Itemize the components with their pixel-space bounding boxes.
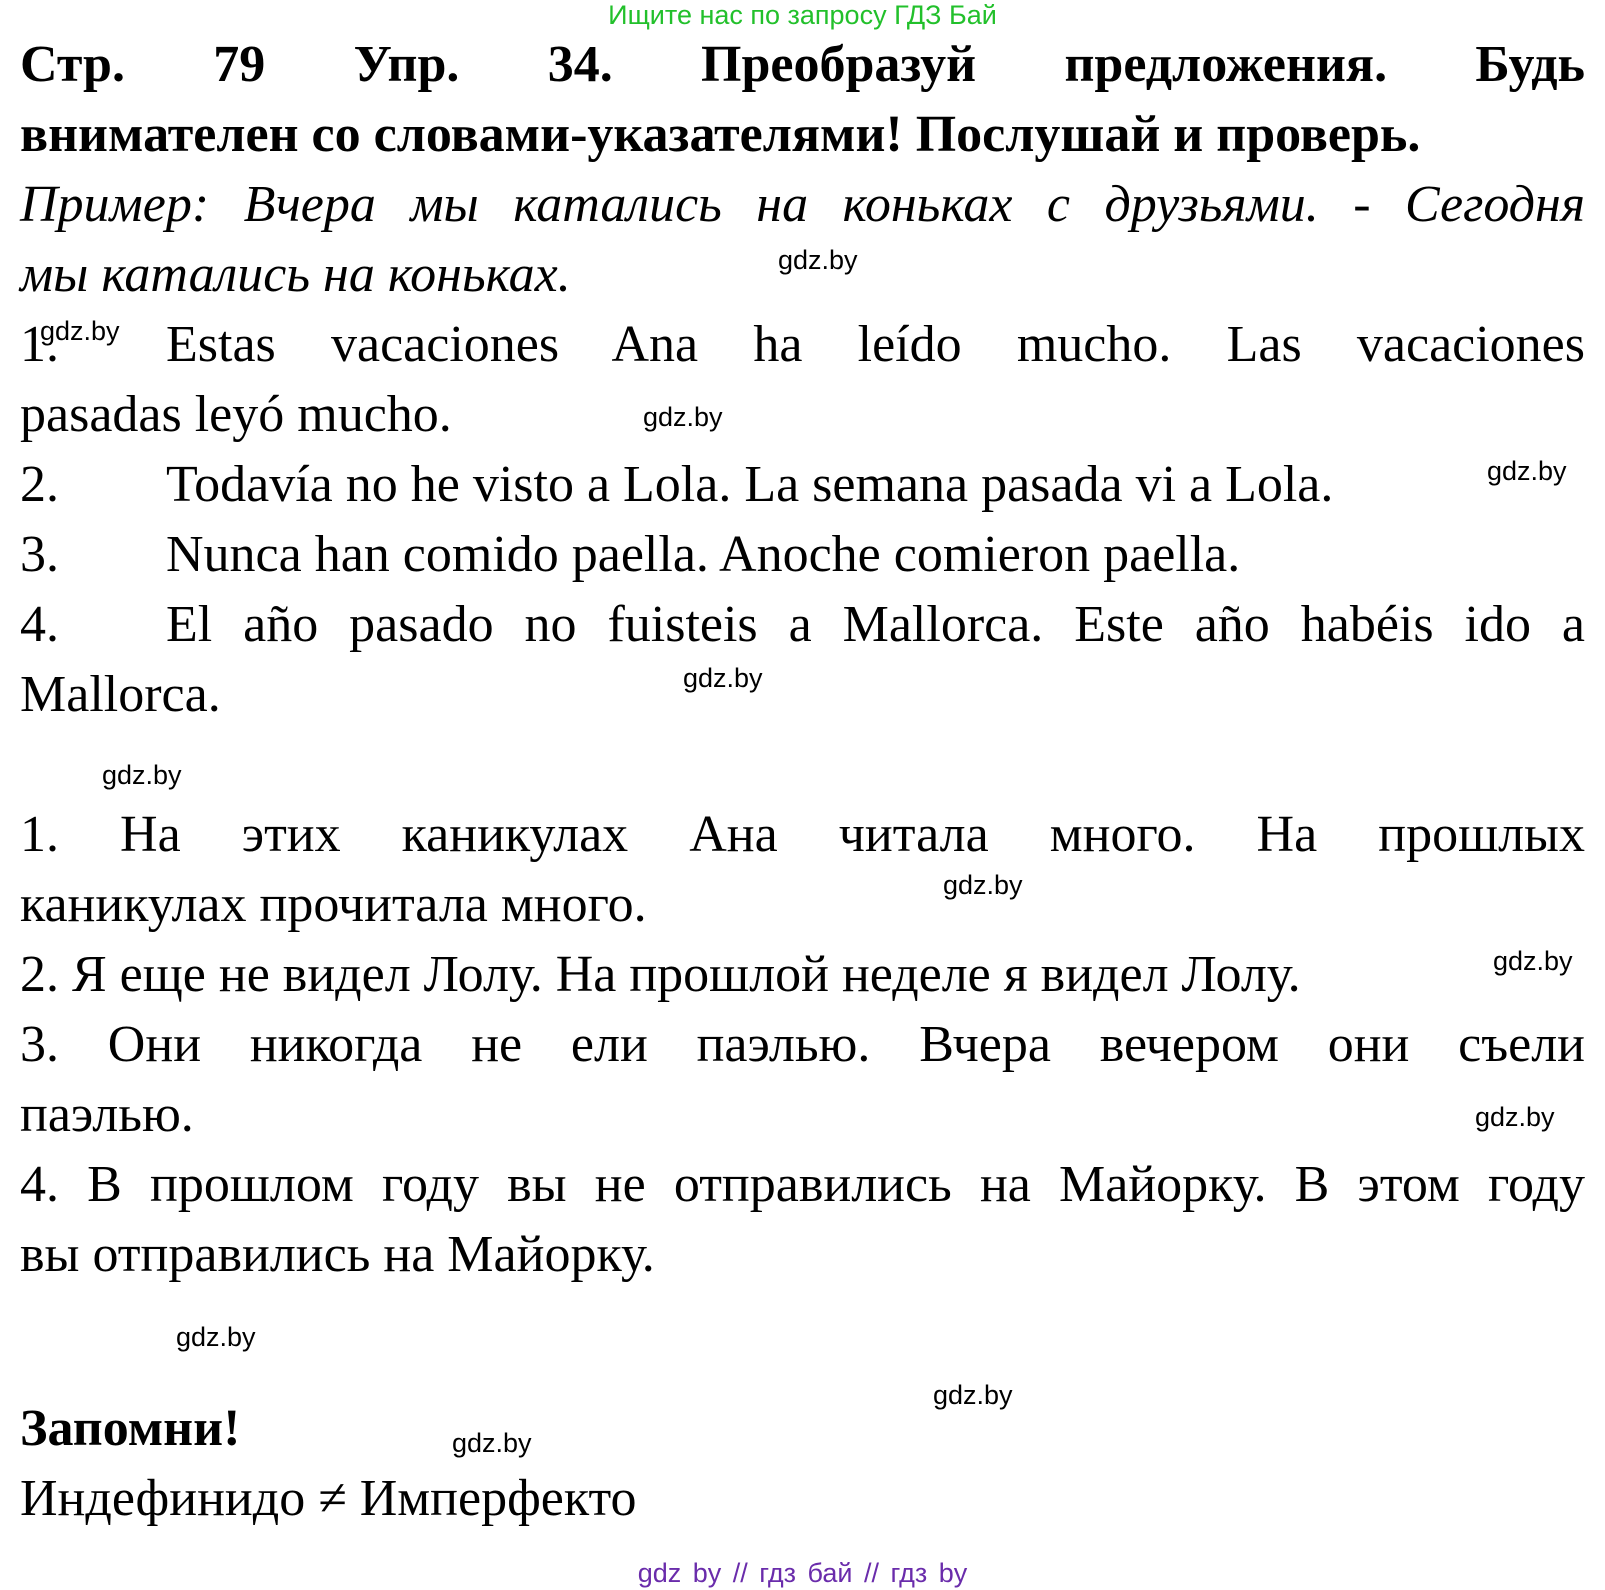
spanish-item-4-line-2: Mallorca. bbox=[20, 666, 221, 723]
russian-item-4-line-2: вы отправились на Майорку. bbox=[20, 1226, 655, 1283]
spanish-item-3 bbox=[20, 520, 1585, 590]
watermark: gdz.by bbox=[1475, 1102, 1555, 1132]
watermark: gdz.by bbox=[683, 663, 763, 693]
task-title-line-1: Стр. 79 Упр. 34. Преобразуй предложения. Будь bbox=[20, 36, 1585, 93]
watermark: gdz.by bbox=[40, 316, 120, 346]
header-banner[interactable]: Ищите нас по запросу ГДЗ Бай bbox=[608, 0, 997, 30]
watermark: gdz.by bbox=[452, 1428, 532, 1458]
spanish-item-4-number: 4. bbox=[20, 596, 59, 653]
watermark: gdz.by bbox=[176, 1322, 256, 1352]
task-title-line-2: внимателен со словами-указателями! Послушай и проверь. bbox=[20, 106, 1421, 163]
example-line-1: Пример: Вчера мы катались на коньках с друзьями. - Сегодня bbox=[20, 176, 1585, 233]
watermark: gdz.by bbox=[102, 760, 182, 790]
footer-links[interactable]: gdz by // гдз бай // гдз by bbox=[637, 1558, 968, 1588]
spanish-item-3-number: 3. bbox=[20, 526, 59, 583]
remember-rule: Индефинидо ≠ Имперфекто bbox=[20, 1470, 637, 1527]
watermark: gdz.by bbox=[643, 402, 723, 432]
russian-item-1-line-1: 1. На этих каникулах Ана читала много. На прошлых bbox=[20, 806, 1585, 863]
watermark: gdz.by bbox=[1487, 456, 1567, 486]
example-line-2: мы катались на коньках. bbox=[20, 246, 571, 303]
russian-item-3-line-1: 3. Они никогда не ели паэлью. Вчера вечером они съели bbox=[20, 1016, 1585, 1073]
spanish-item-1-line-2: pasadas leyó mucho. bbox=[20, 386, 452, 443]
watermark: gdz.by bbox=[778, 245, 858, 275]
russian-item-3-line-2: паэлью. bbox=[20, 1086, 194, 1143]
spanish-item-3-text: Nunca han comido paella. Anoche comieron paella. bbox=[166, 526, 1241, 583]
spanish-item-1-number: 1. bbox=[20, 316, 59, 373]
spanish-item-2-text: Todavía no he visto a Lola. La semana pasada vi a Lola. bbox=[166, 456, 1334, 513]
russian-item-4-line-1: 4. В прошлом году вы не отправились на Майорку. В этом году bbox=[20, 1156, 1585, 1213]
russian-item-1-line-2: каникулах прочитала много. bbox=[20, 876, 647, 933]
section-gap-small bbox=[20, 1360, 1585, 1394]
remember-title: Запомни! bbox=[20, 1400, 241, 1457]
russian-item-2: 2. Я еще не видел Лолу. На прошлой неделе я видел Лолу. bbox=[20, 946, 1301, 1003]
section-gap bbox=[20, 730, 1585, 800]
spanish-item-4-text: El año pasado no fuisteis a Mallorca. Este año habéis ido a bbox=[166, 596, 1585, 653]
watermark: gdz.by bbox=[933, 1380, 1013, 1410]
spanish-item-2 bbox=[20, 450, 1585, 520]
spanish-item-4-line-1 bbox=[20, 590, 1585, 660]
watermark: gdz.by bbox=[943, 870, 1023, 900]
spanish-item-2-number: 2. bbox=[20, 456, 59, 513]
watermark: gdz.by bbox=[1493, 946, 1573, 976]
spanish-item-1-line-1 bbox=[20, 310, 1585, 380]
spanish-item-1-text: Estas vacaciones Ana ha leído mucho. Las vacaciones bbox=[166, 316, 1585, 373]
